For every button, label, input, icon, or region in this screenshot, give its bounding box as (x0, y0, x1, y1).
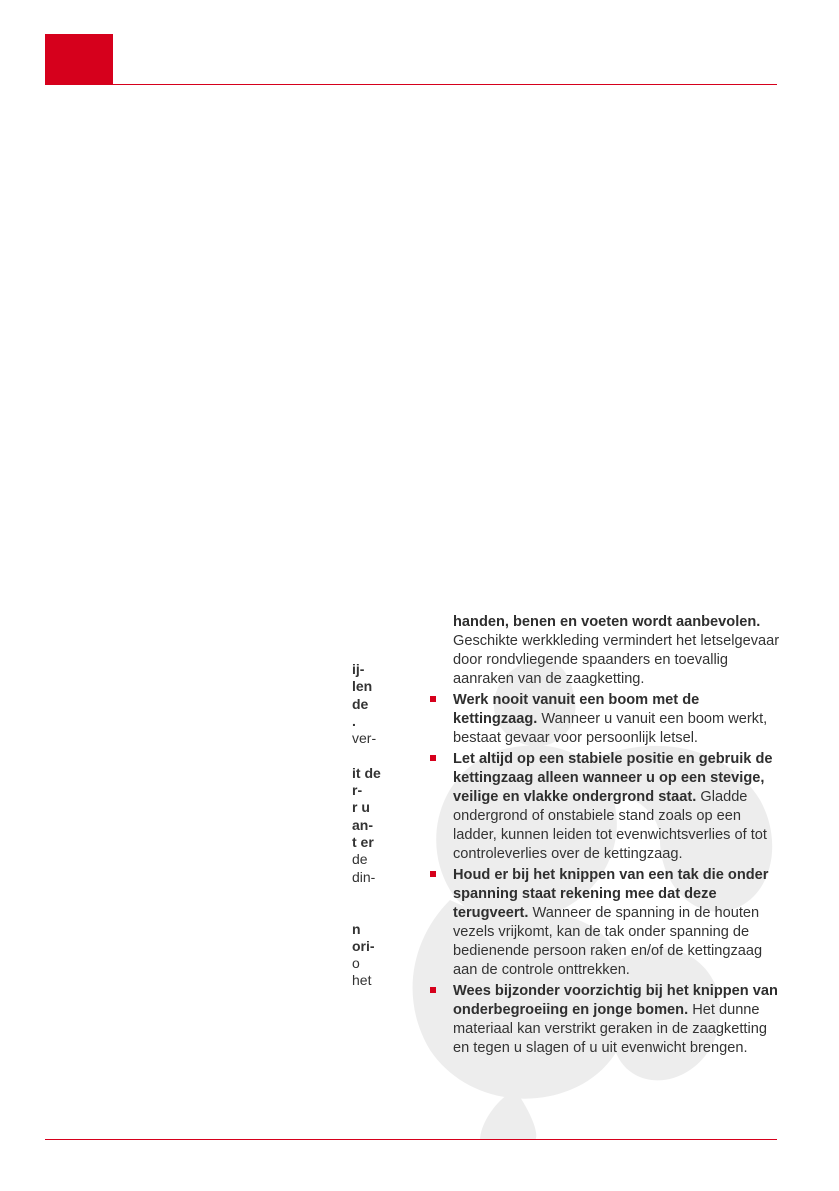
intro-paragraph (430, 613, 782, 689)
item-text: Het dunne materiaal kan verstrikt geraken in de zaagketting en tegen u slagen of u uit evenwicht brengen. (453, 1002, 767, 1056)
item-bold: Let altijd op een stabiele positie en gebruik de kettingzaag alleen wanneer u op een stevige, veilige en vlakke ondergrond staat. (453, 751, 773, 805)
item-bold: Wees bijzonder voorzichtig bij het knippen van onderbegroeiing en jonge bomen. (453, 983, 778, 1018)
fragment-line: din- (352, 868, 376, 885)
fragment-line: het (352, 972, 372, 989)
fragment-line: o (352, 955, 360, 972)
fragment-line: t er (352, 834, 374, 850)
fragment-line: de (352, 851, 368, 868)
list-item (430, 982, 782, 1058)
item-bold: Werk nooit vanuit een boom met de kettingzaag. (453, 692, 700, 727)
item-bold: Houd er bij het knippen van een tak die onder spanning staat rekening mee dat deze terugveert. (453, 867, 769, 921)
fragment-line: len (352, 678, 373, 695)
chapter-marker (45, 34, 113, 84)
list-item (430, 750, 782, 864)
fragment-line: n (352, 920, 361, 937)
bullet-icon (430, 871, 436, 877)
fragment-line: it de (352, 764, 381, 781)
intro-bold: handen, benen en voeten wordt aanbevolen. (453, 614, 761, 630)
item-text: Gladde ondergrond of onstabiele stand zoals op een ladder, kunnen leiden tot evenwichtsverlies of tot controleverlies over de kettingzaag. (453, 789, 767, 862)
fragment-line: . (352, 712, 356, 729)
intro-text: Geschikte werkkleding vermindert het letselgevaar door rondvliegende spaanders en toevallig aanraken van de zaagketting. (453, 633, 780, 687)
list-item (430, 866, 782, 980)
footer-divider (45, 1139, 777, 1140)
fragment-line: an- (352, 816, 373, 833)
fragment-line: ij- (352, 661, 365, 677)
item-text: Wanneer de spanning in de houten vezels vrijkomt, kan de tak onder spanning de bedienende persoon raken en/of de kettingzaag aan de controle onttrekken. (453, 905, 763, 978)
right-column (430, 613, 782, 1058)
bullet-icon (430, 987, 436, 993)
fragment-line: r- (352, 782, 363, 799)
bullet-icon (430, 755, 436, 761)
bullet-icon (430, 696, 436, 702)
fragment-line: de (352, 695, 369, 712)
fragment-line: ori- (352, 937, 375, 954)
fragment-line: r u (352, 799, 370, 816)
list-item (430, 691, 782, 748)
fragment-line: ver- (352, 730, 377, 747)
item-text: Wanneer u vanuit een boom werkt, bestaat gevaar voor persoonlijk letsel. (453, 711, 768, 746)
header-divider (45, 84, 777, 85)
